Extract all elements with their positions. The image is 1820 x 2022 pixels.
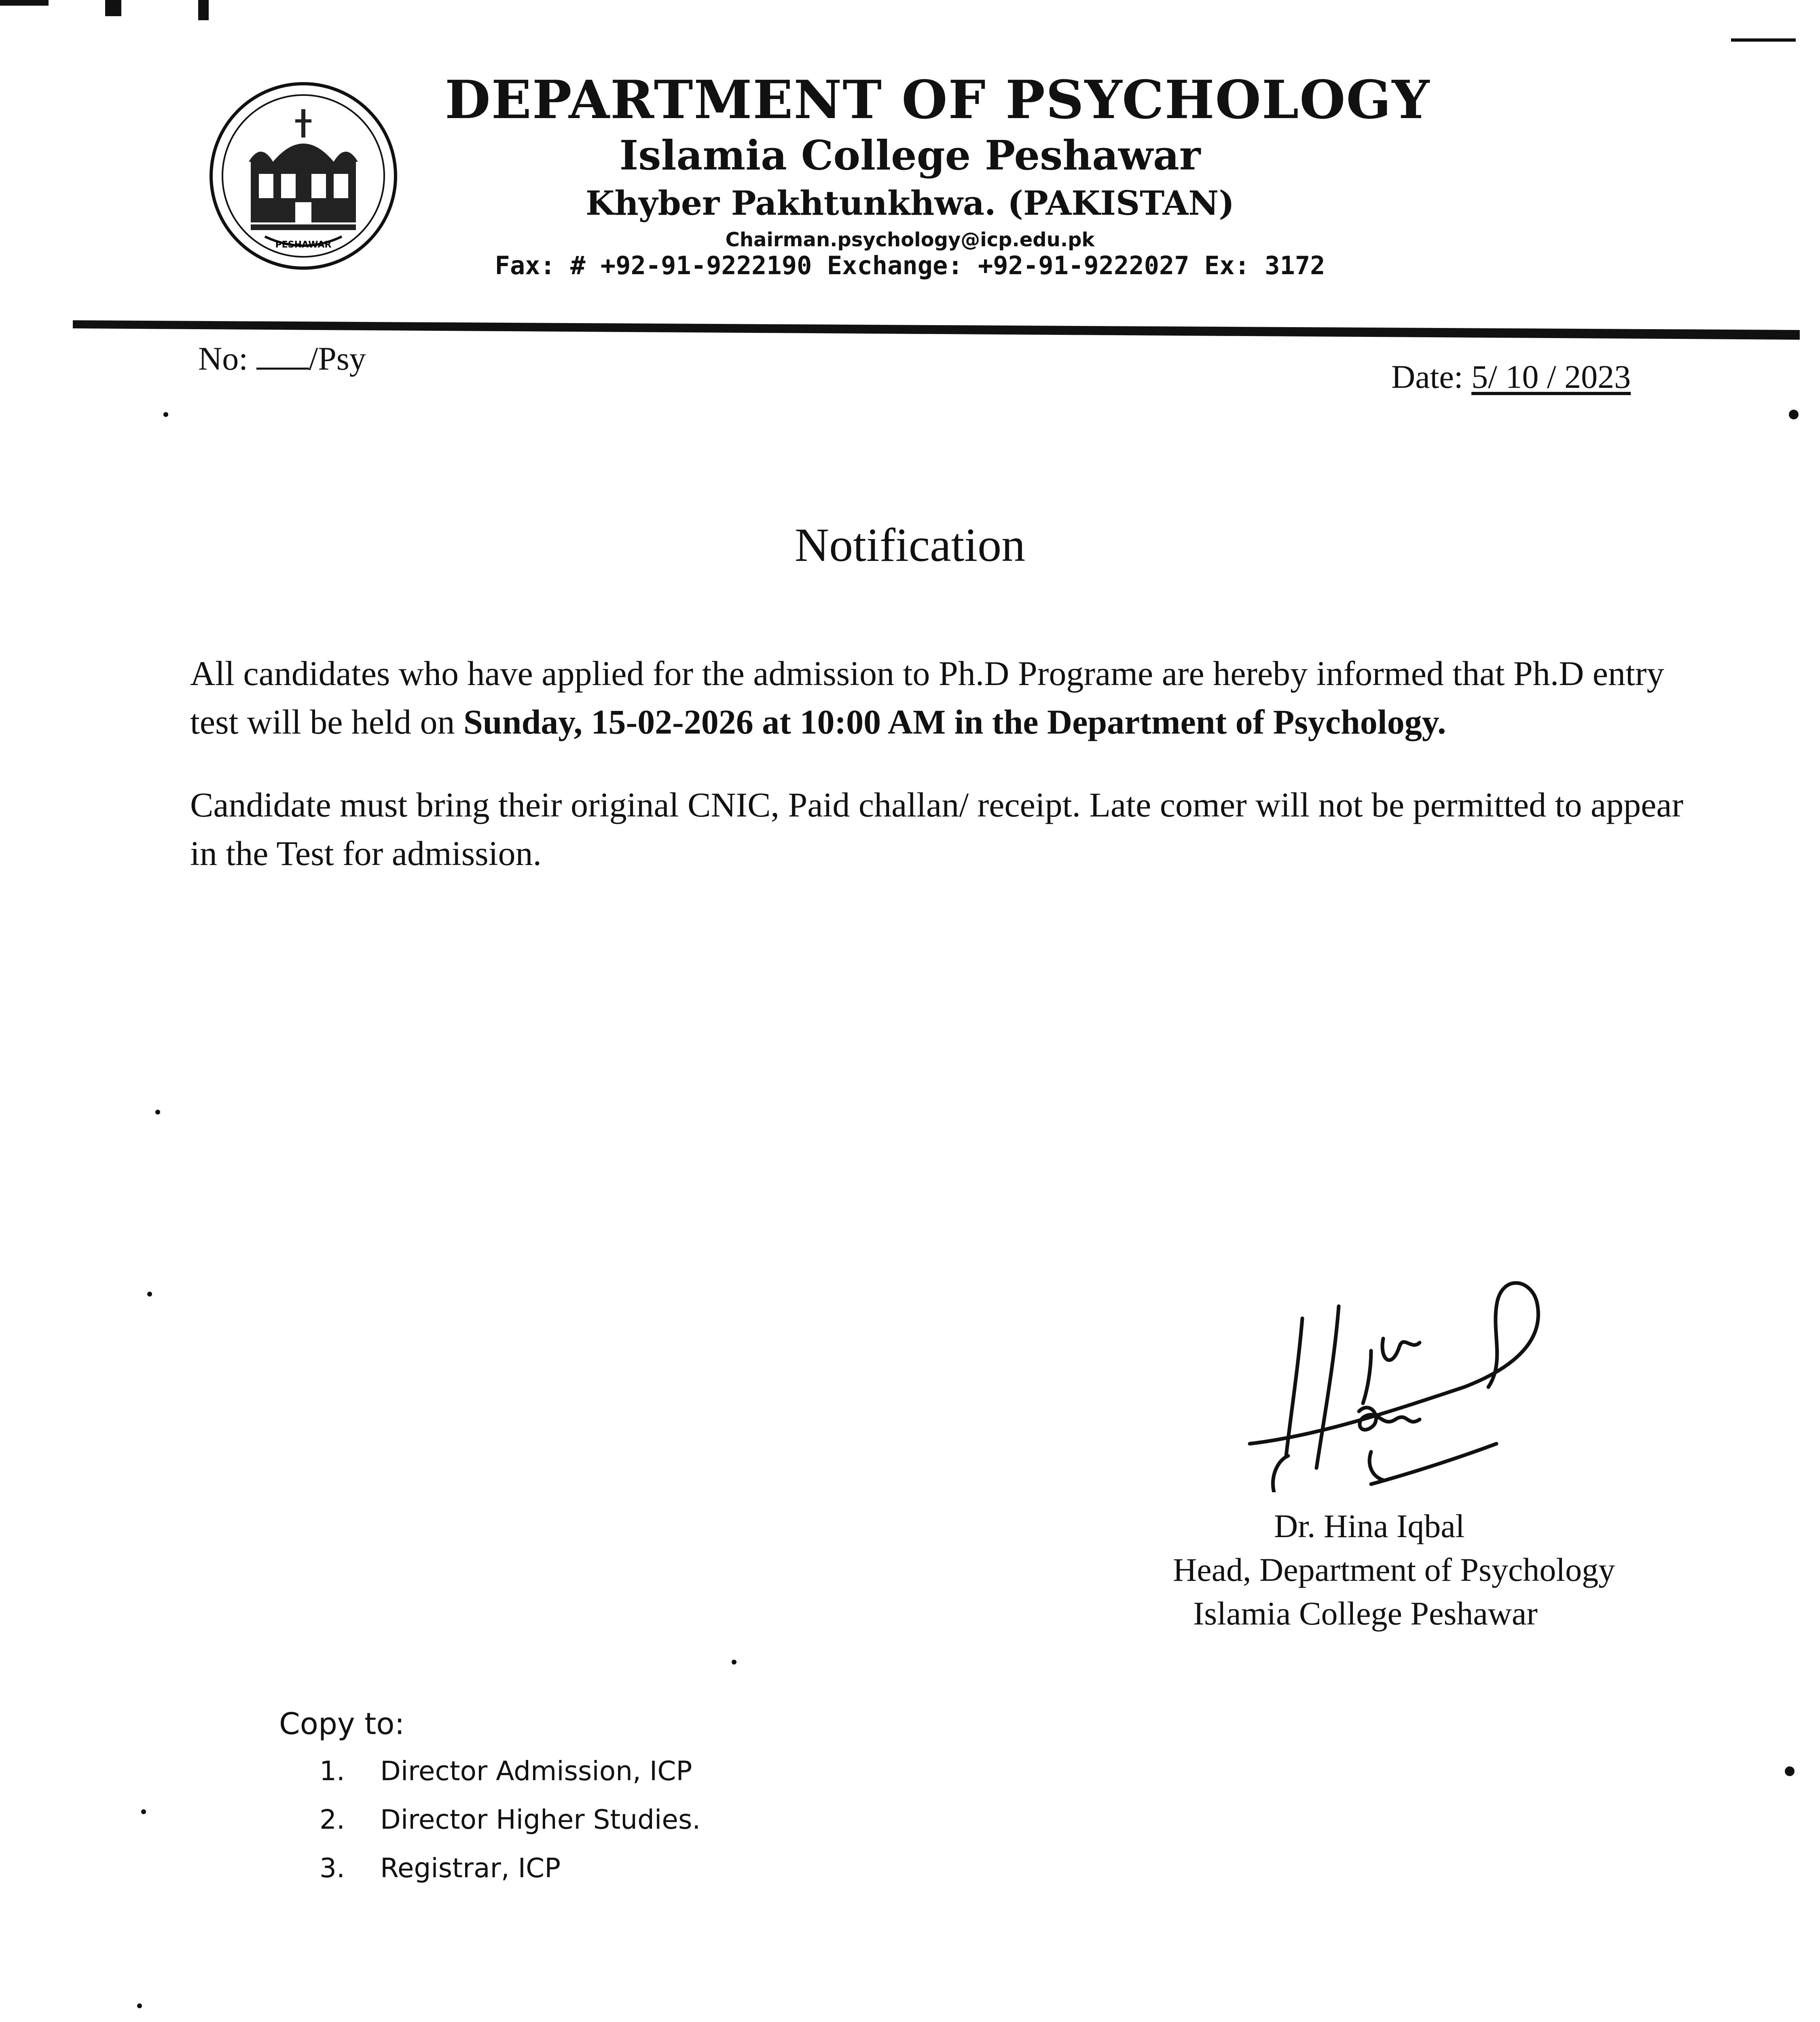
reference-number: [198, 340, 366, 378]
test-schedule: Sunday, 15-02-2026 at 10:00 AM in the Department of Psychology.: [463, 702, 1446, 741]
college-name: Islamia College Peshawar: [619, 131, 1201, 179]
reference-blank: [256, 342, 309, 370]
reference-label: No:: [198, 340, 248, 377]
list-item-number: 2.: [320, 1804, 345, 1835]
list-item-number: 1.: [320, 1756, 345, 1787]
signatory-title: Head, Department of Psychology: [1173, 1551, 1615, 1588]
department-title: DEPARTMENT OF PSYCHOLOGY: [445, 69, 1431, 131]
list-item-text: Director Admission, ICP: [380, 1756, 692, 1787]
announcement-text: All candidates who have applied for the admission to Ph.D Programe are hereby informed that Ph.D entry test will be held on: [190, 654, 1664, 741]
signatory-name: Dr. Hina Iqbal: [1274, 1508, 1465, 1544]
email-address: Chairman.psychology@icp.edu.pk: [725, 228, 1095, 251]
college-seal-logo: [208, 81, 398, 271]
announcement-paragraph: [190, 649, 1695, 746]
copy-to-list: [320, 1747, 700, 1893]
date-value: 5/ 10 / 2023: [1471, 358, 1631, 395]
list-item: [320, 1747, 700, 1796]
seal-text: PESHAWAR: [275, 240, 332, 250]
list-item-text: Registrar, ICP: [380, 1853, 561, 1884]
page-title: Notification: [794, 518, 1026, 571]
signatory-block: [1173, 1504, 1699, 1635]
reference-suffix: /Psy: [309, 340, 366, 377]
signatory-institution: Islamia College Peshawar: [1193, 1595, 1538, 1632]
date-label: Date:: [1391, 358, 1463, 395]
list-item-number: 3.: [320, 1853, 345, 1884]
list-item: [320, 1844, 700, 1893]
copy-to-label: Copy to:: [279, 1707, 405, 1741]
notice-date: [1391, 358, 1631, 396]
province-line: Khyber Pakhtunkhwa. (PAKISTAN): [585, 184, 1235, 223]
contact-numbers: Fax: # +92-91-9222190 Exchange: +92-91-9222027 Ex: 3172: [495, 251, 1325, 280]
handwritten-signature: [1238, 1266, 1561, 1492]
list-item-text: Director Higher Studies.: [380, 1804, 701, 1835]
requirements-paragraph: Candidate must bring their original CNIC, Paid challan/ receipt. Late comer will not be permitted to appear in the Test for admission.: [190, 785, 1684, 873]
list-item: [320, 1796, 700, 1844]
